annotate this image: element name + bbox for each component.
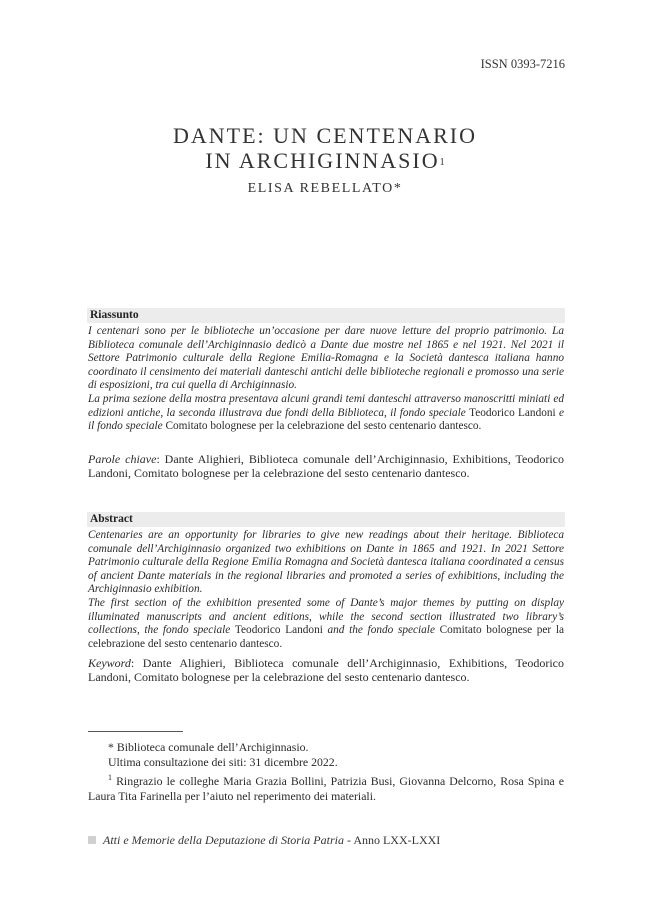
footnote-1-mark: 1 bbox=[108, 773, 112, 782]
abstract-paragraph-2 bbox=[88, 597, 564, 651]
riassunto-p2-c: e il fondo speciale bbox=[88, 406, 564, 433]
riassunto-body bbox=[88, 325, 564, 434]
riassunto-heading: Riassunto bbox=[87, 308, 565, 323]
footnote-1-text: Ringrazio le colleghe Maria Grazia Bollini, Patrizia Busi, Giovanna Delcorno, Rosa Spina e Laura Tita Farinella per l’aiuto nel reperimento dei materiali. bbox=[88, 773, 565, 803]
abstract-p2-d: Comitato bolognese per la celebrazione del sesto centenario dantesco. bbox=[88, 624, 564, 650]
footnotes bbox=[88, 740, 564, 804]
abstract-keywords-text: : Dante Alighieri, Biblioteca comunale dell’Archiginnasio, Exhibitions, Teodorico Landoni, Comitato bolognese per la celebrazione del sesto centenario dantesco. bbox=[88, 656, 564, 685]
abstract-keywords bbox=[88, 656, 564, 684]
footnote-star-mark: * bbox=[108, 740, 114, 754]
riassunto-paragraph-2 bbox=[88, 393, 564, 434]
page-footer bbox=[88, 833, 440, 848]
abstract-body bbox=[88, 529, 564, 651]
riassunto-keywords bbox=[88, 452, 564, 480]
article-title bbox=[0, 123, 650, 173]
riassunto-p2-d: Comitato bolognese per la celebrazione del sesto centenario dantesco. bbox=[165, 420, 482, 433]
title-line-1: DANTE: UN CENTENARIO bbox=[173, 123, 477, 148]
abstract-p2-c: and the fondo speciale bbox=[322, 624, 440, 637]
riassunto-p2-a: La prima sezione della mostra presentava alcuni grandi temi danteschi attraverso manoscritti miniati ed edizioni antiche, la seconda illustrava due fondi della Biblioteca, il fondo speciale bbox=[88, 392, 564, 419]
footnote-1 bbox=[88, 770, 564, 804]
abstract-p2-b: Teodorico Landoni bbox=[234, 624, 323, 637]
footnote-star-text: Biblioteca comunale dell’Archiginnasio. bbox=[116, 740, 309, 754]
riassunto-keywords-text: : Dante Alighieri, Biblioteca comunale dell’Archiginnasio, Exhibitions, Teodorico Landoni, Comitato bolognese per la celebrazione del sesto centenario dantesco. bbox=[88, 452, 564, 481]
abstract-p2-a: The first section of the exhibition presented some of Dante’s major themes by putting on display illuminated manuscripts and ancient editions, while the second section illustrated two library’s collections, the fondo speciale bbox=[88, 596, 564, 637]
riassunto-p2-b: Teodorico Landoni bbox=[469, 406, 556, 419]
issn: ISSN 0393-7216 bbox=[480, 57, 565, 71]
footnote-separator bbox=[88, 731, 183, 732]
footnote-consultation: Ultima consultazione dei siti: 31 dicembre 2022. bbox=[108, 755, 338, 769]
title-line-2 bbox=[0, 148, 650, 173]
footer-square-icon bbox=[88, 836, 96, 844]
abstract-keywords-label: Keyword bbox=[88, 656, 131, 670]
footer-year: Anno LXX-LXXI bbox=[353, 833, 441, 847]
abstract-heading: Abstract bbox=[87, 512, 565, 527]
footer-journal: Atti e Memorie della Deputazione di Storia Patria bbox=[103, 833, 344, 847]
author: ELISA REBELLATO* bbox=[247, 181, 403, 196]
title-line-2-text: IN ARCHIGINNASIO bbox=[205, 148, 440, 173]
abstract-paragraph-1: Centenaries are an opportunity for libraries to give new readings about their heritage. Biblioteca comunale dell’Archiginnasio organized two exhibitions on Dante in 1865 and 1921. In 2021 Settore Patrimonio culturale della Regione Emilia Romagna and Società dantesca italiana coordinated a census of ancient Dante materials in the regional libraries and promoted a series of exhibitions, including the Archiginnasio exhibition. bbox=[88, 529, 564, 596]
footnote-star bbox=[88, 740, 564, 755]
riassunto-keywords-label: Parole chiave bbox=[88, 452, 157, 466]
riassunto-paragraph-1: I centenari sono per le biblioteche un’occasione per dare nuove letture del proprio patrimonio. La Biblioteca comunale dell’Archiginnasio dedicò a Dante due mostre nel 1865 e nel 1921. Nel 2021 il Settore Patrimonio culturale della Regione Emilia-Romagna e la Società dantesca italiana hanno coordinato il censimento dei materiali danteschi antichi delle biblioteche regionali e promosso una serie di esposizioni, tra cui quella di Archiginnasio. bbox=[88, 325, 564, 392]
title-footnote-mark: 1 bbox=[439, 157, 445, 168]
footer-separator: - bbox=[343, 833, 354, 847]
